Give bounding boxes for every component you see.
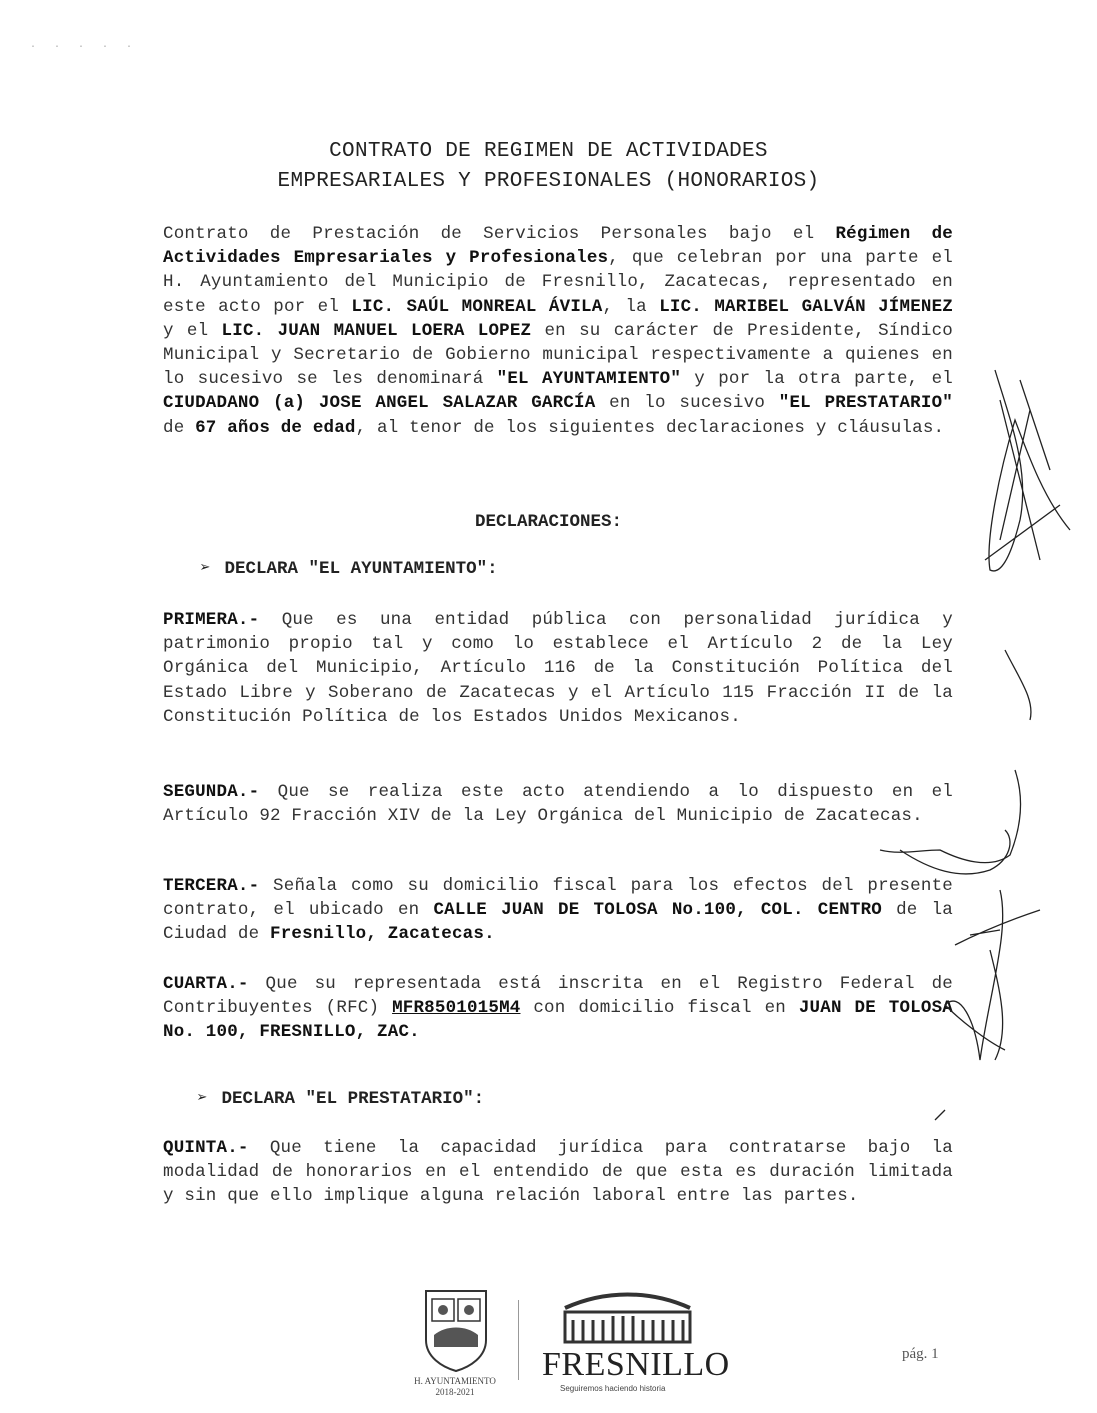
scan-marks: . . . . . <box>30 40 139 51</box>
intro-paragraph: Contrato de Prestación de Servicios Personales bajo el Régimen de Actividades Empresariales y Profesionales, que celebran por una parte el H. Ayuntamiento del Municipio de Fresnillo, Zacatecas, representado en este acto por el LIC. SAÚL MONREAL ÁVILA, la LIC. MARIBEL GALVÁN JÍMENEZ y el LIC. JUAN MANUEL LOERA LOPEZ en su carácter de Presidente, Síndico Municipal y Secretario de Gobierno municipal respectivamente a quienes en lo sucesivo se les denominará "EL AYUNTAMIENTO" y por la otra parte, el CIUDADANO (a) JOSE ANGEL SALAZAR GARCÍA en lo sucesivo "EL PRESTATARIO" de 67 años de edad, al tenor de los siguientes declaraciones y cláusulas. <box>163 224 954 438</box>
document-title-line-1: CONTRATO DE REGIMEN DE ACTIVIDADES <box>329 140 768 163</box>
municipal-seal-icon <box>420 1285 492 1375</box>
arrow-bullet-icon: ➢ <box>200 559 211 579</box>
clause-primera: PRIMERA.- Que es una entidad pública con personalidad jurídica y patrimonio propio tal y como lo establece el Artículo 2 de la Ley Orgánica del Municipio, Artículo 116 de la Constitución Política del Estado Libre y Soberano de Zacatecas y el Artículo 115 Fracción II de la Constitución Política de los Estados Unidos Mexicanos. <box>163 610 953 727</box>
section-heading-ayuntamiento: ➢ DECLARA "EL AYUNTAMIENTO": <box>200 559 498 579</box>
clause-cuarta: CUARTA.- Que su representada está inscrita en el Registro Federal de Contribuyentes (RFC) MFR8501015M4 con domicilio fiscal en JUAN DE TOLOSA No. 100, FRESNILLO, ZAC. <box>163 974 953 1043</box>
document-title-line-2: EMPRESARIALES Y PROFESIONALES (HONORARIOS) <box>277 170 820 193</box>
fresnillo-tagline: Seguiremos haciendo historia <box>560 1384 666 1393</box>
fresnillo-skyline-logo-icon <box>545 1290 710 1350</box>
rfc-value: MFR8501015M4 <box>392 998 521 1019</box>
fresnillo-logo-text: FRESNILLO <box>542 1346 730 1383</box>
clause-quinta: QUINTA.- Que tiene la capacidad jurídica para contratarse bajo la modalidad de honorarios en el entendido de que esta es duración limitada y sin que ello implique alguna relación laboral entre las partes. <box>163 1138 953 1207</box>
seal-caption: H. AYUNTAMIENTO 2018-2021 <box>414 1376 496 1397</box>
footer-divider <box>518 1300 519 1380</box>
page-number: pág. 1 <box>902 1346 939 1362</box>
page-footer <box>0 1280 1097 1410</box>
section-heading-prestatario: ➢ DECLARA "EL PRESTATARIO": <box>197 1089 485 1109</box>
clause-tercera: TERCERA.- Señala como su domicilio fiscal para los efectos del presente contrato, el ubicado en CALLE JUAN DE TOLOSA No.100, COL. CENTRO de la Ciudad de Fresnillo, Zacatecas. <box>163 876 953 945</box>
arrow-bullet-icon: ➢ <box>197 1089 208 1109</box>
declaraciones-heading: DECLARACIONES: <box>474 512 623 532</box>
clause-segunda: SEGUNDA.- Que se realiza este acto atendiendo a lo dispuesto en el Artículo 92 Fracción XIV de la Ley Orgánica del Municipio de Zacatecas. <box>163 782 953 827</box>
